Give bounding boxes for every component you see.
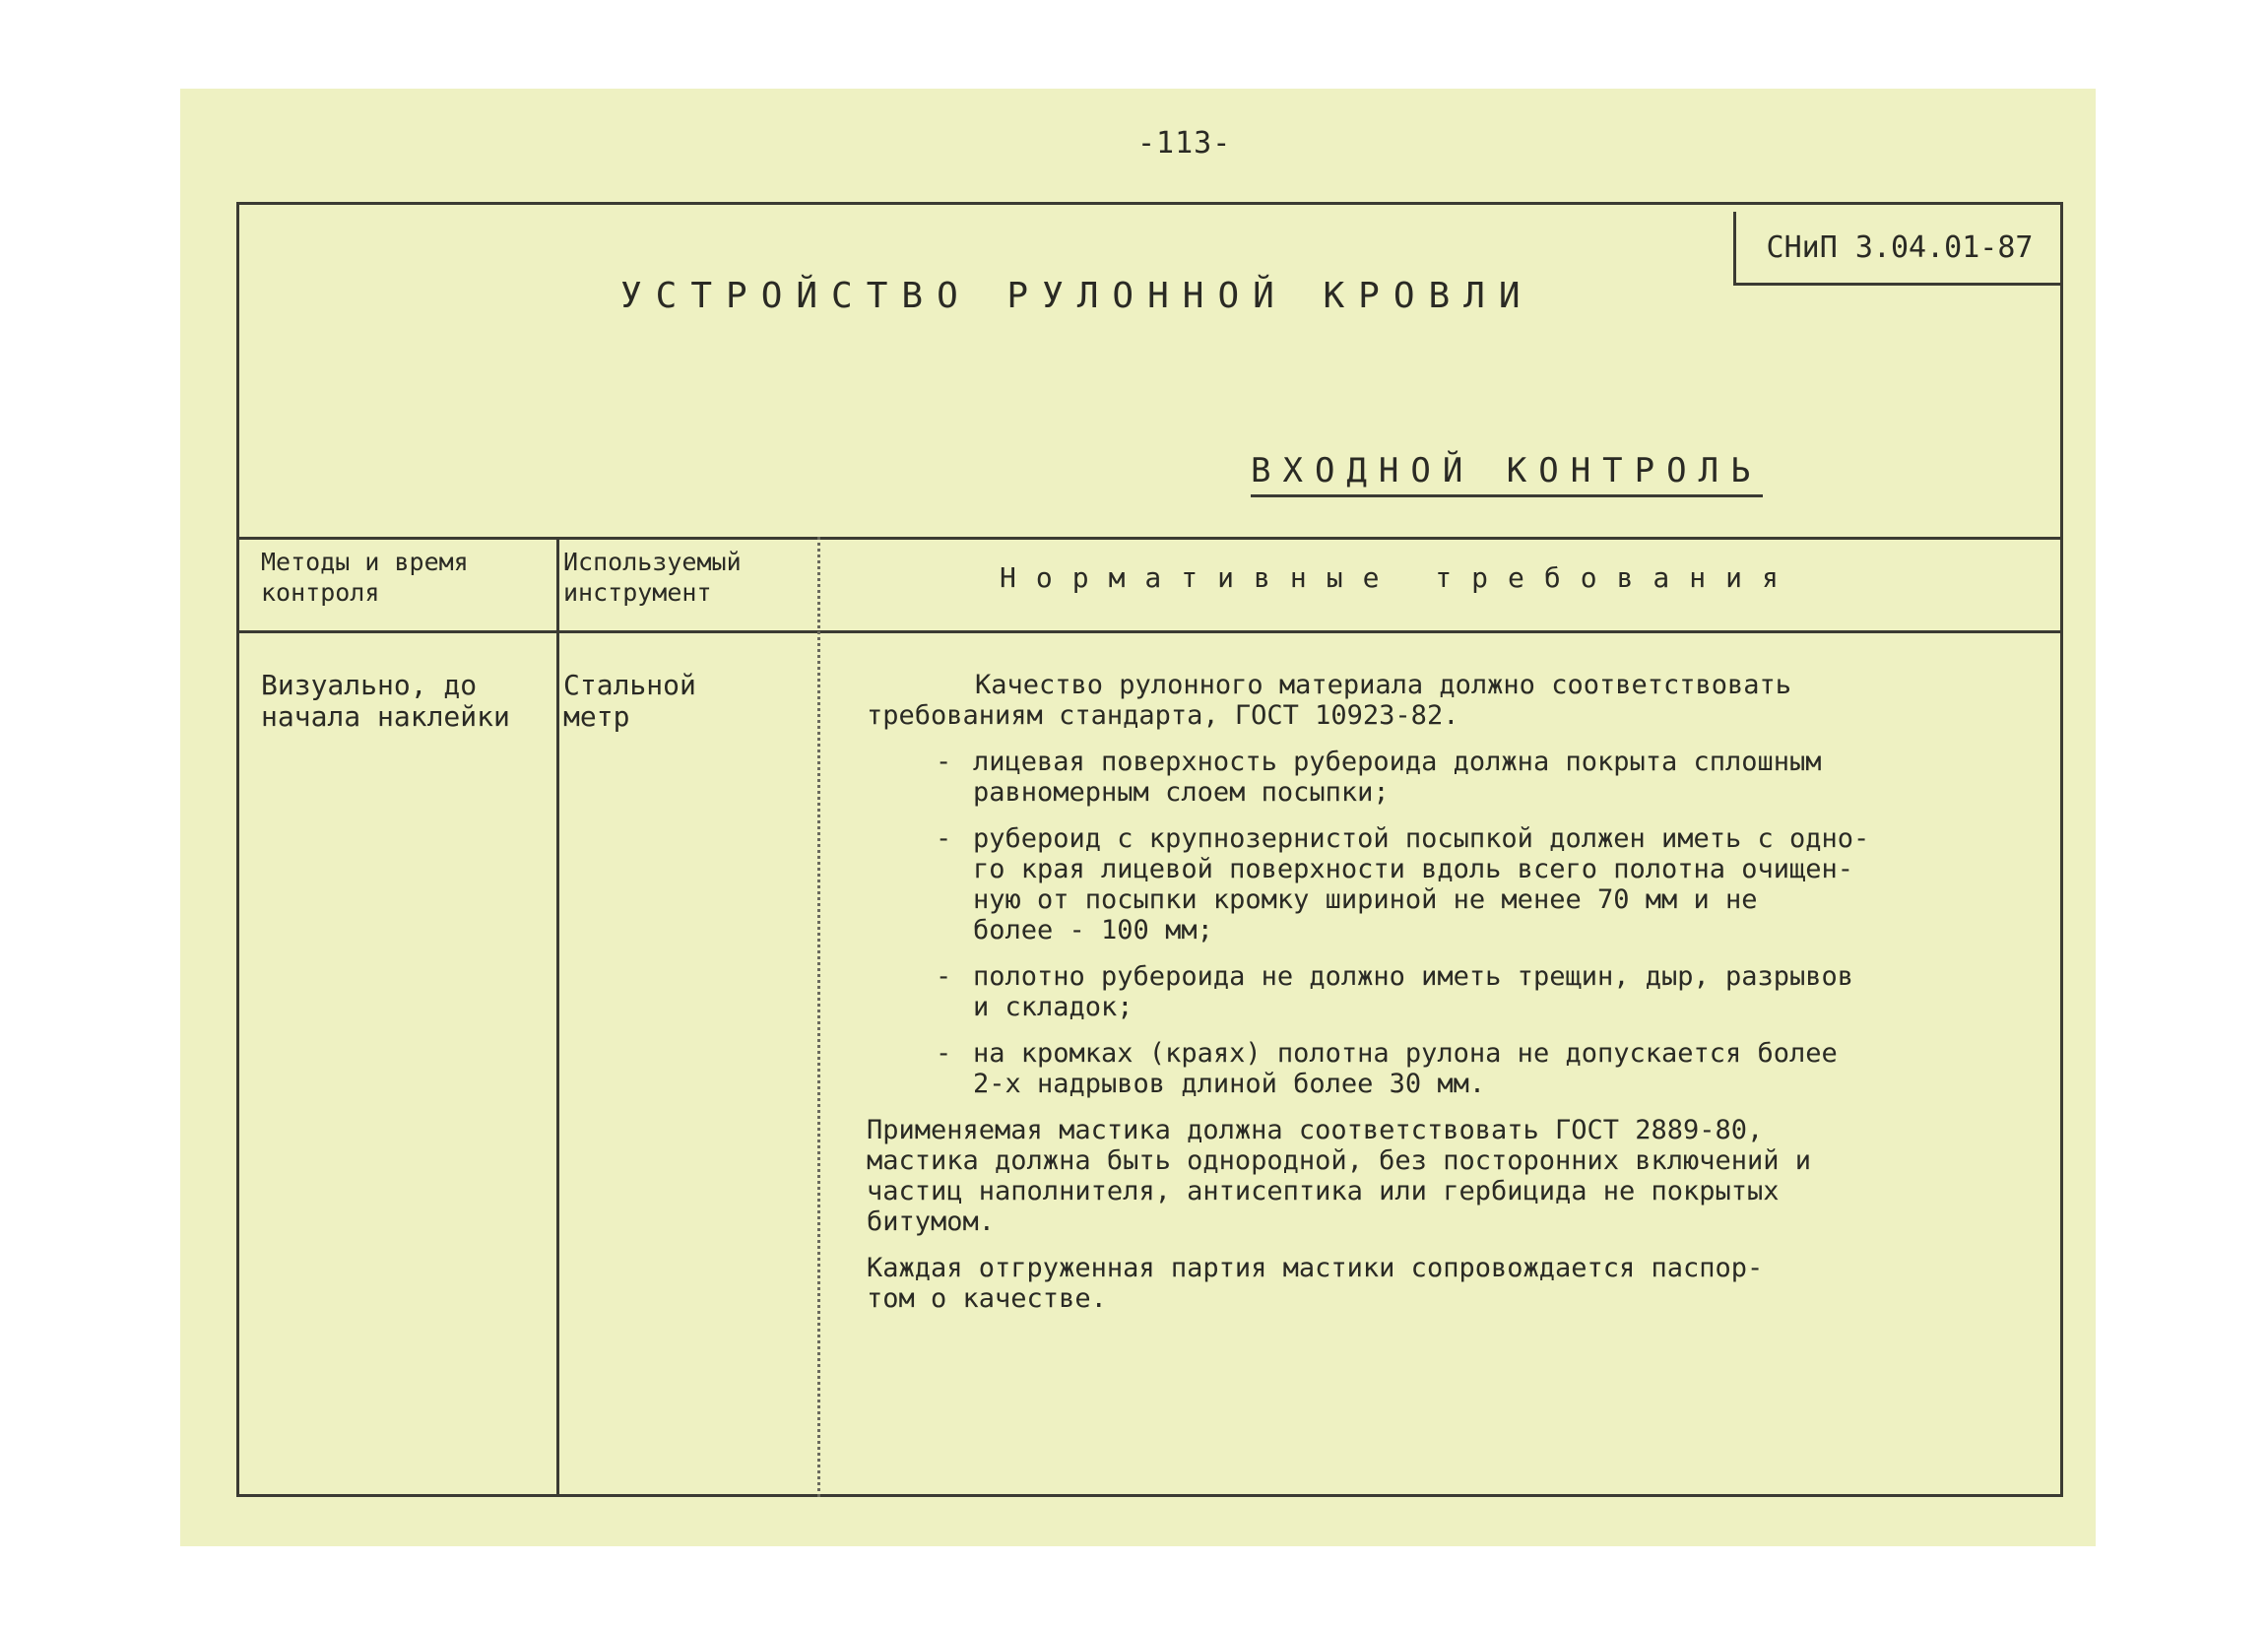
document-code: СНиП 3.04.01-87 [1733, 212, 2063, 286]
list-item [936, 961, 2048, 1022]
cell-tool: Стальной метр [563, 669, 696, 733]
column-header-requirements: Нормативные требования [1000, 561, 1798, 594]
list-item [936, 823, 2048, 945]
cell-method: Визуально, до начала наклейки [261, 669, 510, 733]
document-title: УСТРОЙСТВО РУЛОННОЙ КРОВЛИ [620, 276, 1534, 316]
list-item [936, 747, 2048, 808]
dash-marker: - [936, 1038, 952, 1069]
cell-requirements [867, 670, 2048, 1330]
requirement-bullets [867, 747, 2048, 1099]
bullet-text: рубероид с крупнозернистой посыпкой должен иметь с одно- го края лицевой поверхности вдоль всего полотна очищен- ную от посыпки кромку шириной не менее 70 мм и не более - 100 мм; [973, 823, 1870, 945]
list-item [936, 1038, 2048, 1099]
requirement-passport: Каждая отгруженная партия мастики сопровождается паспор- том о качестве. [867, 1253, 1764, 1314]
page-number: -113- [1137, 126, 1232, 161]
column-header-methods: Методы и время контроля [261, 548, 469, 607]
section-title: ВХОДНОЙ КОНТРОЛЬ [1251, 451, 1763, 497]
requirement-intro: Качество рулонного материала должно соответствовать требованиям стандарта, ГОСТ 10923-82. [867, 670, 1792, 731]
dash-marker: - [936, 747, 952, 777]
bullet-text: на кромках (краях) полотна рулона не допускается более 2-х надрывов длиной более 30 мм. [973, 1038, 1838, 1099]
bullet-text: лицевая поверхность рубероида должна покрыта сплошным равномерным слоем посыпки; [973, 747, 1822, 808]
dash-marker: - [936, 961, 952, 992]
dash-marker: - [936, 823, 952, 854]
column-header-instrument: Используемый инструмент [563, 548, 742, 607]
column-divider-2 [817, 537, 820, 1497]
bullet-text: полотно рубероида не должно иметь трещин, дыр, разрывов и складок; [973, 961, 1854, 1022]
header-top-rule [236, 537, 2063, 540]
requirement-mastic: Применяемая мастика должна соответствовать ГОСТ 2889-80, мастика должна быть однородной, без посторонних включений и частиц наполнителя, антисептика или гербицида не покрытых битумом. [867, 1115, 1812, 1237]
column-divider-1 [556, 537, 559, 1497]
header-bottom-rule [236, 630, 2063, 633]
